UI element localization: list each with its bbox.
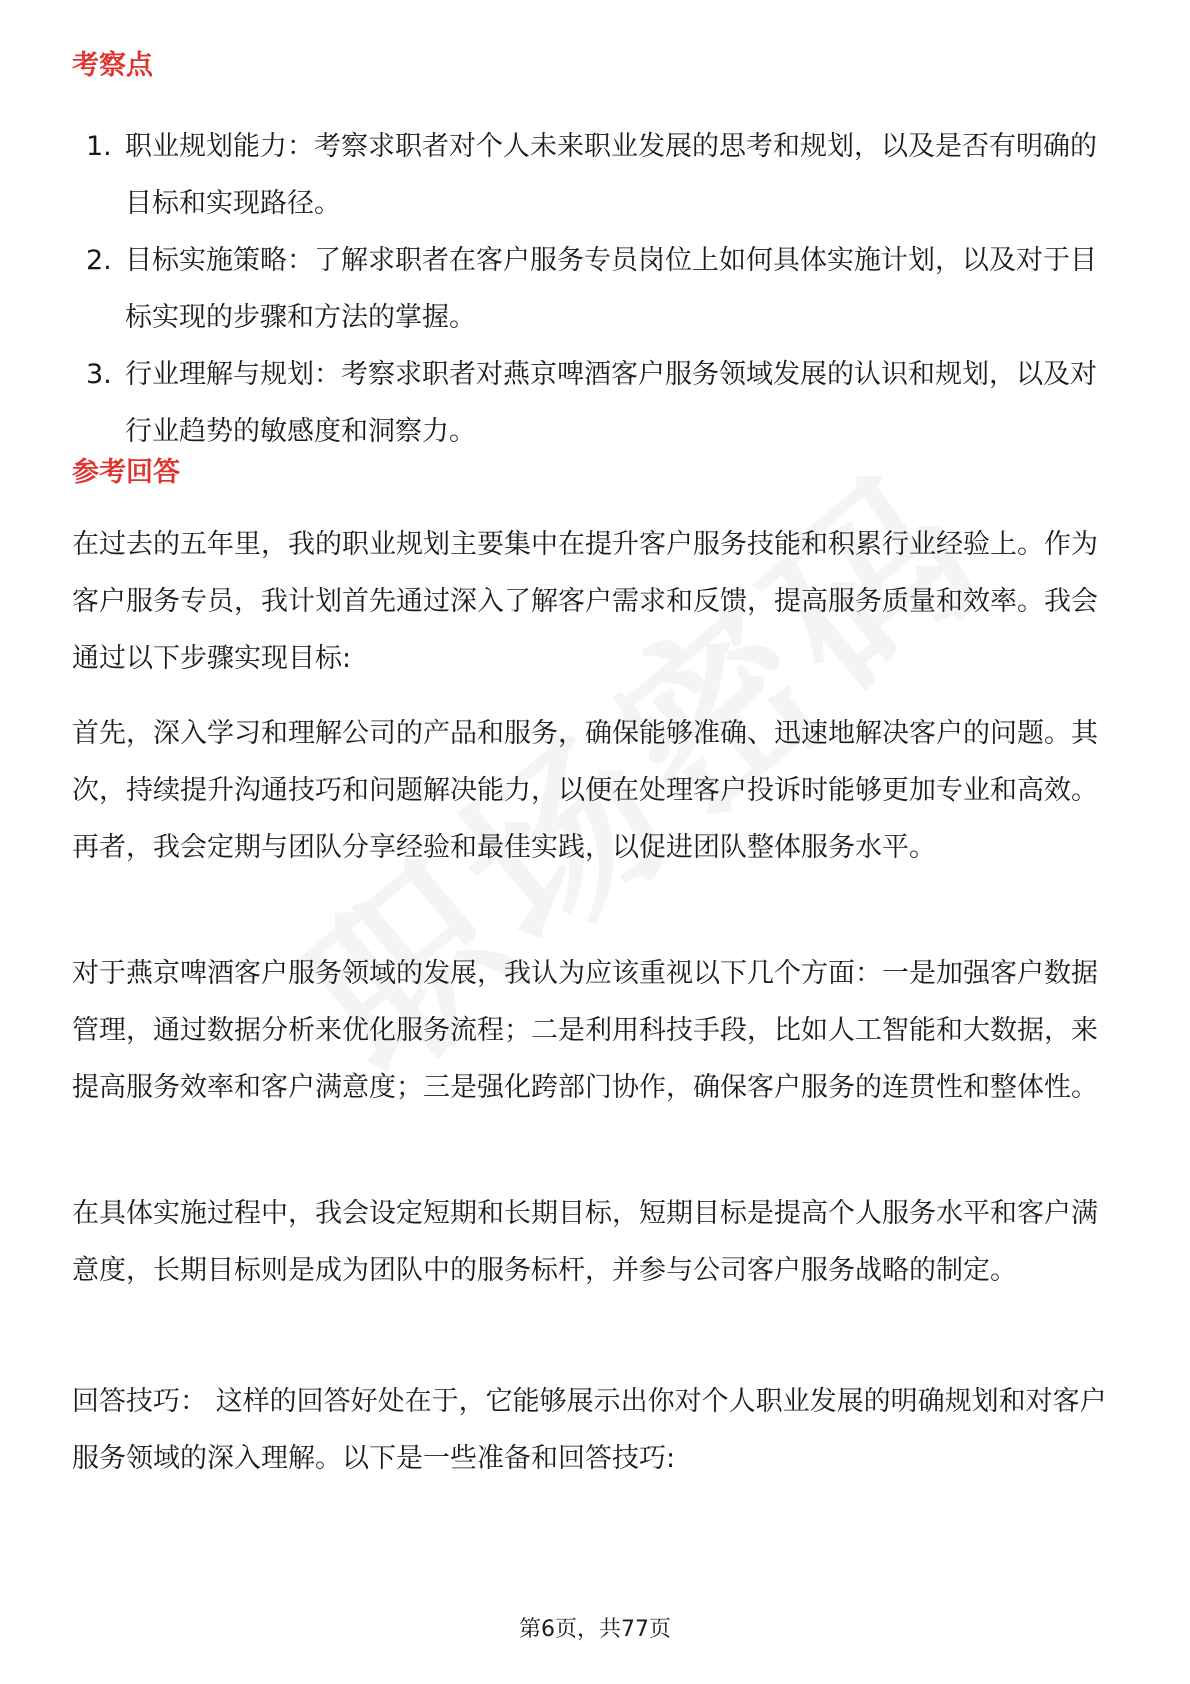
- list-item: [0, 346, 1110, 460]
- list-item-number: 1.: [86, 131, 112, 162]
- list-item-text: 行业理解与规划：考察求职者对燕京啤酒客户服务领域发展的认识和规划，以及对行业趋势的敏感度和洞察力。: [125, 359, 1097, 447]
- list-item-number: 2.: [86, 245, 112, 276]
- list-item-number: 3.: [86, 359, 112, 390]
- answer-paragraph-4: 在具体实施过程中，我会设定短期和长期目标，短期目标是提高个人服务水平和客户满意度，长期目标则是成为团队中的服务标杆，并参与公司客户服务战略的制定。: [72, 1198, 1098, 1286]
- section-heading-reference-answer: 参考回答: [72, 457, 180, 488]
- answer-tips-paragraph: 回答技巧： 这样的回答好处在于，它能够展示出你对个人职业发展的明确规划和对客户服务领域的深入理解。以下是一些准备和回答技巧:: [72, 1386, 1107, 1474]
- section-heading-examination-points: 考察点: [72, 50, 153, 81]
- answer-paragraph-2: 首先，深入学习和理解公司的产品和服务，确保能够准确、迅速地解决客户的问题。其次，持续提升沟通技巧和问题解决能力，以便在处理客户投诉时能够更加专业和高效。再者，我会定期与团队分享经验和最佳实践，以促进团队整体服务水平。: [72, 718, 1098, 863]
- list-item: [0, 118, 1110, 232]
- examination-points-list: [0, 118, 1110, 460]
- answer-paragraph-1: 在过去的五年里，我的职业规划主要集中在提升客户服务技能和积累行业经验上。作为客户服务专员，我计划首先通过深入了解客户需求和反馈，提高服务质量和效率。我会通过以下步骤实现目标:: [72, 529, 1098, 674]
- list-item: [0, 232, 1110, 346]
- answer-paragraph-3: 对于燕京啤酒客户服务领域的发展，我认为应该重视以下几个方面：一是加强客户数据管理，通过数据分析来优化服务流程；二是利用科技手段，比如人工智能和大数据，来提高服务效率和客户满意度；三是强化跨部门协作，确保客户服务的连贯性和整体性。: [72, 958, 1098, 1103]
- list-item-text: 目标实施策略：了解求职者在客户服务专员岗位上如何具体实施计划，以及对于目标实现的步骤和方法的掌握。: [125, 245, 1097, 333]
- page-number: 第6页，共77页: [519, 1617, 671, 1642]
- list-item-text: 职业规划能力：考察求职者对个人未来职业发展的思考和规划，以及是否有明确的目标和实现路径。: [125, 131, 1097, 219]
